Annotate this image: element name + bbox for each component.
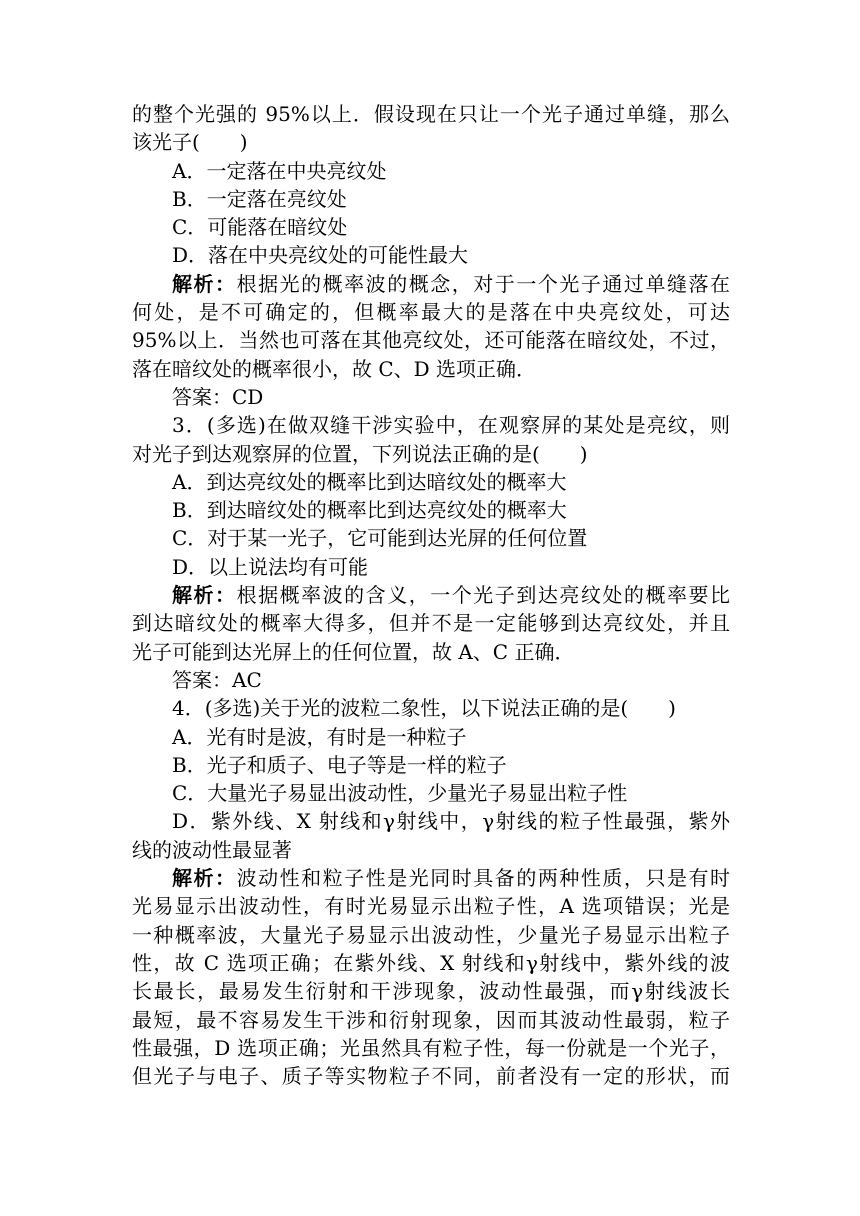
q3-analysis-line-3: 光子可能到达光屏上的任何位置，故 A、C 正确． (132, 639, 575, 664)
q4-analysis-line-7: 性最强，D 选项正确；光虽然具有粒子性，每一份就是一个光子， (132, 1035, 730, 1060)
q2-answer: 答案：CD (172, 384, 264, 409)
q4-analysis-line-5: 长最长，最易发生衍射和干涉现象，波动性最强，而γ射线波长 (132, 979, 730, 1004)
q2-option-d: D．落在中央亮纹处的可能性最大 (172, 243, 469, 268)
q3-option-a: A．到达亮纹处的概率比到达暗纹处的概率大 (172, 469, 567, 494)
q4-analysis-line-4: 性，故 C 选项正确；在紫外线、X 射线和γ射线中，紫外线的波 (132, 950, 730, 975)
q4-option-c: C．大量光子易显出波动性，少量光子易显出粒子性 (172, 781, 628, 806)
q4-analysis-line-8: 但光子与电子、质子等实物粒子不同，前者没有一定的形状，而 (132, 1064, 730, 1089)
q2-option-c: C．可能落在暗纹处 (172, 215, 348, 240)
q4-analysis-label: 解析： (172, 866, 237, 891)
q3-analysis-line-1 (132, 581, 730, 609)
q4-analysis-text: 波动性和粒子性是光同时具备的两种性质，只是有时 (236, 866, 730, 891)
q3-option-c: C．对于某一光子，它可能到达光屏的任何位置 (172, 526, 588, 551)
q2-analysis-line-1 (132, 270, 730, 298)
q4-stem-line-1: 4．(多选)关于光的波粒二象性，以下说法正确的是( ) (172, 696, 676, 721)
q3-analysis-label: 解析： (172, 583, 237, 608)
q4-analysis-line-2: 光易显示出波动性，有时光易显示出粒子性，A 选项错误；光是 (132, 894, 730, 919)
q3-answer: 答案：AC (172, 667, 262, 692)
q2-analysis-text: 根据光的概率波的概念，对于一个光子通过单缝落在 (236, 271, 730, 296)
q2-analysis-line-3: 95%以上．当然也可落在其他亮纹处，还可能落在暗纹处，不过， (132, 328, 730, 353)
q4-analysis-line-6: 最短，最不容易发生干涉和衍射现象，因而其波动性最弱，粒子 (132, 1007, 730, 1032)
q2-stem-line-2: 该光子( ) (132, 130, 248, 155)
q4-option-d-line-2: 线的波动性最显著 (132, 837, 292, 862)
q2-option-b: B．一定落在亮纹处 (172, 186, 347, 211)
q3-option-b: B．到达暗纹处的概率比到达亮纹处的概率大 (172, 498, 567, 523)
q2-option-a: A．一定落在中央亮纹处 (172, 158, 387, 183)
q2-stem-line-1: 的整个光强的 95%以上．假设现在只让一个光子通过单缝，那么 (132, 102, 730, 126)
q4-option-b: B．光子和质子、电子等是一样的粒子 (172, 752, 507, 777)
q3-analysis-text: 根据概率波的含义，一个光子到达亮纹处的概率要比 (236, 583, 730, 608)
q3-stem-line-1: 3．(多选)在做双缝干涉实验中，在观察屏的某处是亮纹，则 (172, 413, 730, 438)
q4-option-d-line-1: D．紫外线、X 射线和γ射线中，γ射线的粒子性最强，紫外 (172, 809, 730, 834)
q3-option-d: D．以上说法均有可能 (172, 554, 369, 579)
document-page (132, 100, 730, 1090)
q4-analysis-line-1 (132, 864, 730, 892)
q2-analysis-line-2: 何处，是不可确定的，但概率最大的是落在中央亮纹处，可达 (132, 300, 730, 325)
q2-analysis-line-4: 落在暗纹处的概率很小，故 C、D 选项正确． (132, 356, 537, 381)
q3-stem-line-2: 对光子到达观察屏的位置，下列说法正确的是( ) (132, 441, 588, 466)
q2-analysis-label: 解析： (172, 271, 237, 296)
q4-option-a: A．光有时是波，有时是一种粒子 (172, 724, 467, 749)
q3-analysis-line-2: 到达暗纹处的概率大得多，但并不是一定能够到达亮纹处，并且 (132, 611, 730, 636)
q4-analysis-line-3: 一种概率波，大量光子易显示出波动性，少量光子易显示出粒子 (132, 922, 730, 947)
